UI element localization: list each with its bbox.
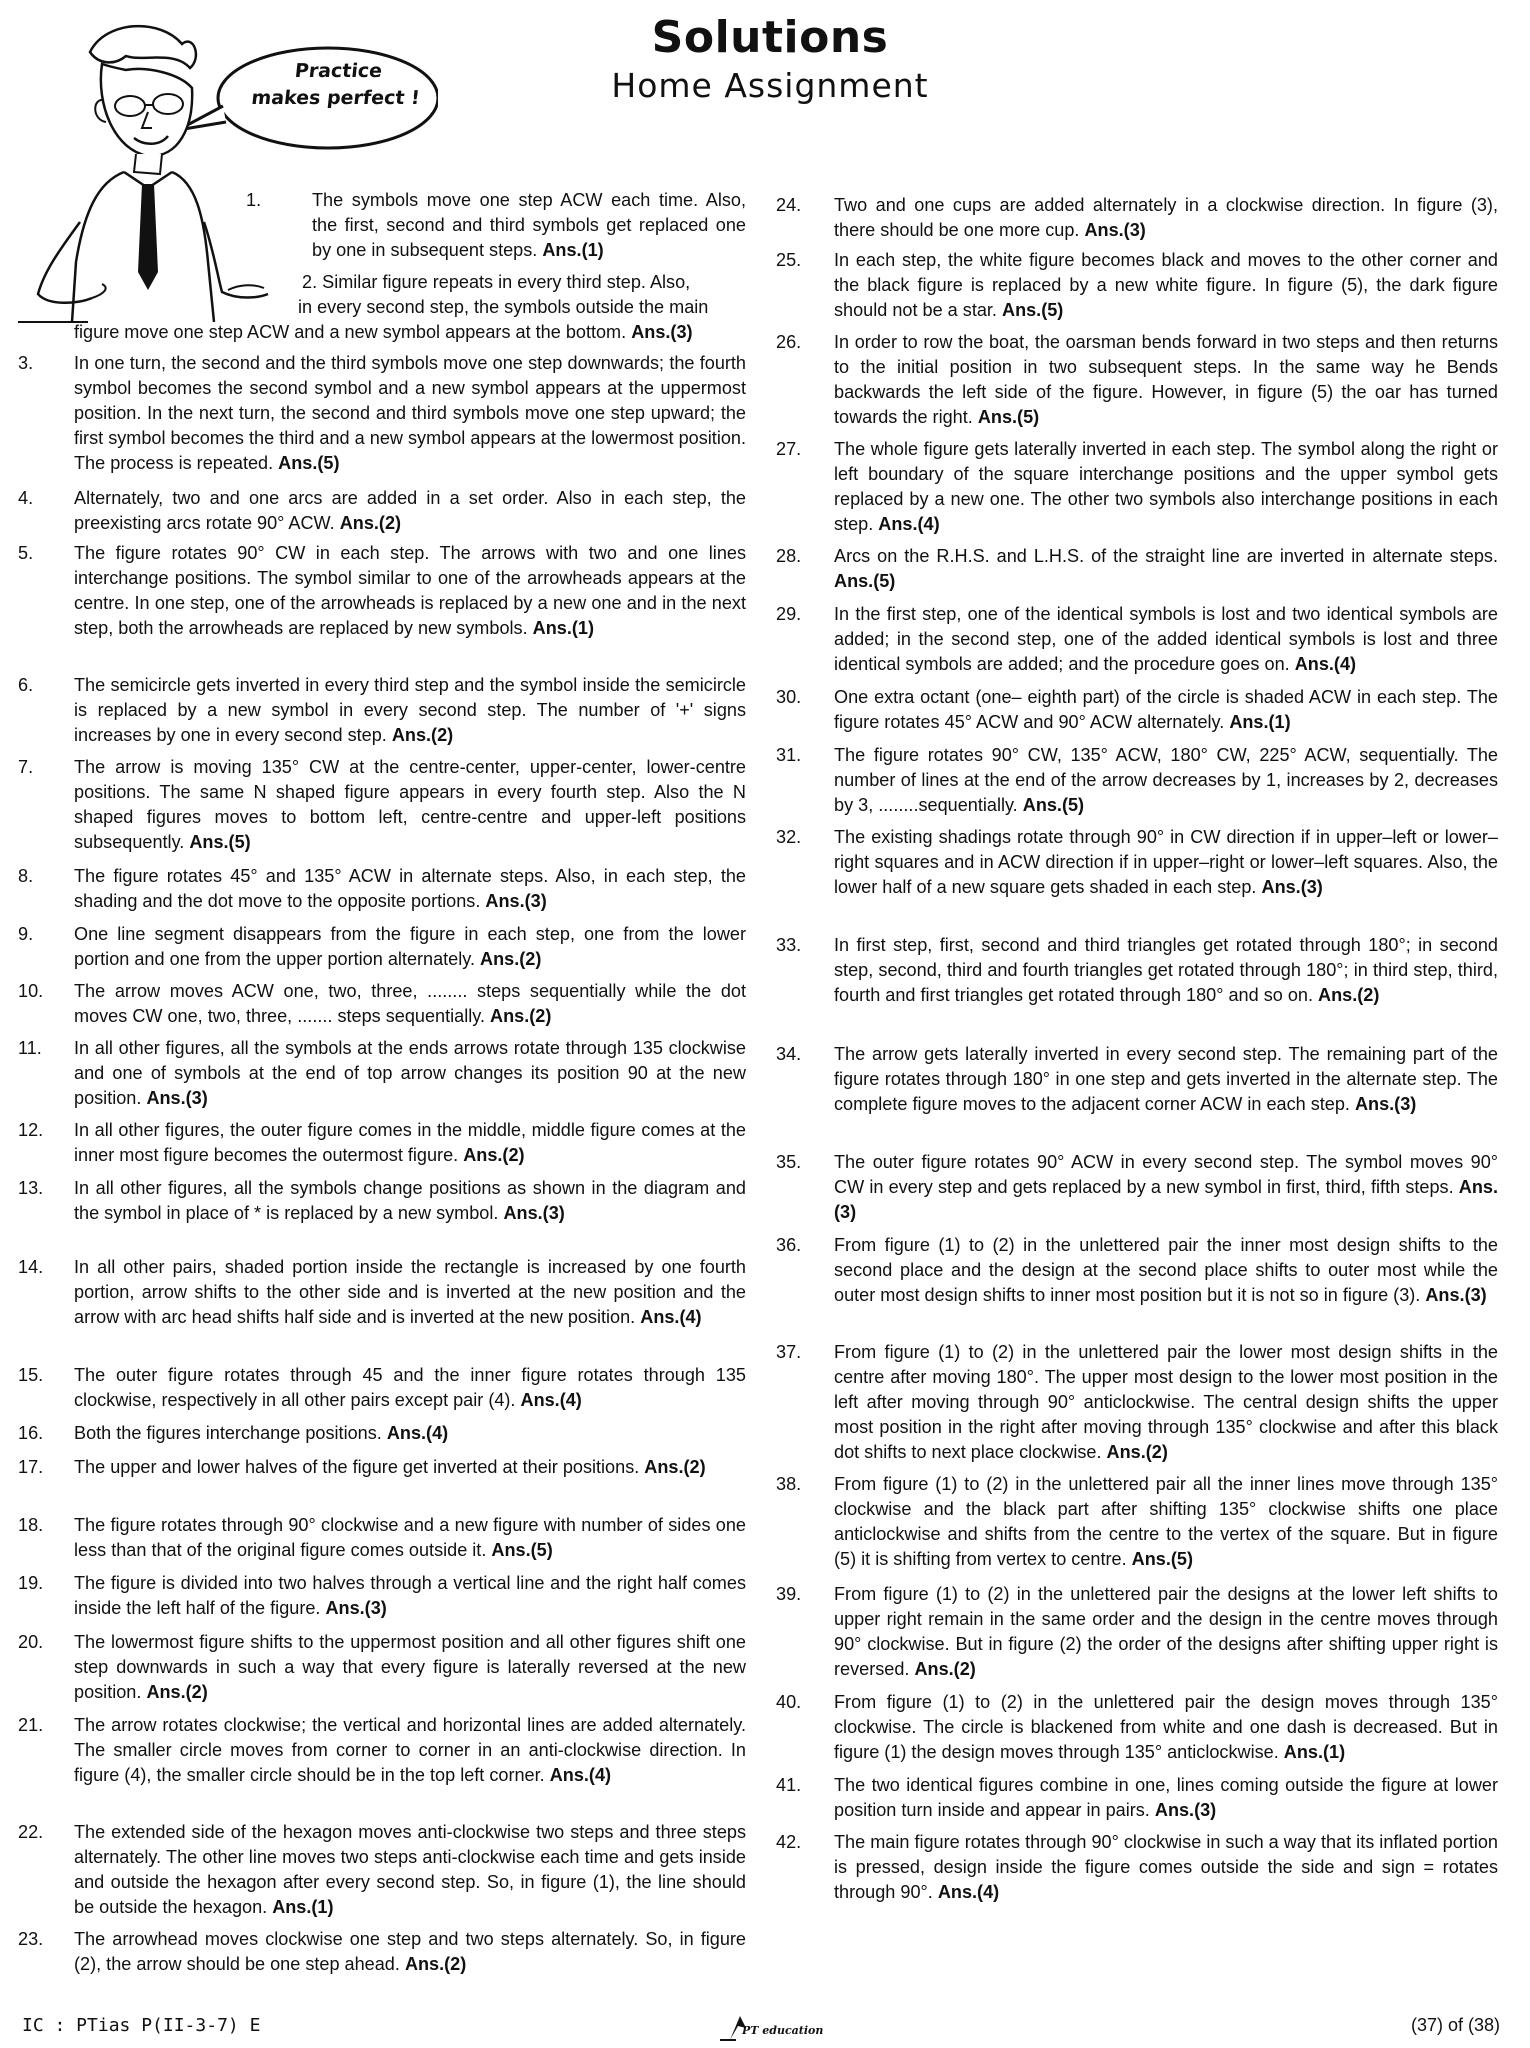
solution-item-39: 39. From figure (1) to (2) in the unlettered pair the designs at the lower left shifts to upper right remain in the same order and the design in the centre moves through 90° clockwise. But in figure (2) the order of the designs after shifting upper right is reversed. Ans.(2) — [776, 1582, 1498, 1682]
answer: Ans.(5) — [1131, 1549, 1193, 1569]
answer: Ans.(4) — [640, 1307, 702, 1327]
answer: Ans.(3) — [1354, 1094, 1417, 1114]
item-text: In all other figures, all the symbols at the ends arrows rotate through 135 clockwise and one of symbols at the end of top arrow changes its position 90 at the new position. Ans.(3) — [74, 1038, 746, 1108]
answer: Ans.(4) — [520, 1390, 582, 1410]
item-text: The figure rotates 90° CW in each step. The arrows with two and one lines interchange positions. The symbol similar to one of the arrowheads appears at the centre. In one step, one of the arrowheads is replaced by a new one and in the next step, both the arrowheads are replaced by new symbols. Ans.(1) — [74, 543, 746, 638]
item-text: The upper and lower halves of the figure get inverted at their positions. Ans.(2) — [74, 1457, 706, 1477]
item-text: The two identical figures combine in one, lines coming outside the figure at lower position turn inside and appear in pairs. Ans.(3) — [834, 1775, 1498, 1820]
answer: Ans.(2) — [480, 949, 542, 969]
answer: Ans.(5) — [491, 1540, 553, 1560]
answer: Ans.(2) — [146, 1682, 208, 1702]
item-text: The figure rotates 90° CW, 135° ACW, 180° CW, 225° ACW, sequentially. The number of lines at the end of the arrow decreases by 1, increases by 2, decreases by 3, ........sequentially. Ans.(5) — [834, 745, 1498, 815]
item-text: The lowermost figure shifts to the uppermost position and all other figures shift one step downwards in such a way that every figure is laterally reversed at the new position. Ans.(2) — [74, 1632, 746, 1702]
page-subtitle: Home Assignment — [611, 66, 929, 105]
item-text-lead2: in every second step, the symbols outside the main — [298, 297, 709, 317]
solution-item-34: 34. The arrow gets laterally inverted in every second step. The remaining part of the figure rotates through 180° in one step and gets inverted in the alternate step. The complete figure moves to the adjacent corner ACW in each step. Ans.(3) — [776, 1042, 1498, 1117]
answer: Ans.(4) — [937, 1882, 1000, 1902]
solution-item-27: 27. The whole figure gets laterally inverted in each step. The symbol along the right or left boundary of the square interchange positions and the upper symbol gets replaced by a new one. The other two symbols also interchange positions in each step. Ans.(4) — [776, 437, 1498, 537]
item-text: In all other figures, all the symbols change positions as shown in the diagram and the symbol in place of * is replaced by a new symbol. Ans.(3) — [74, 1178, 746, 1223]
item-text: The arrow gets laterally inverted in every second step. The remaining part of the figure rotates through 180° in one step and gets inverted in the alternate step. The complete figure moves to the adjacent corner ACW in each step. Ans.(3) — [834, 1044, 1498, 1114]
solution-item-6: 6. The semicircle gets inverted in every third step and the symbol inside the semicircle is replaced by a new symbol in every second step. The number of '+' signs increases by one in every second step. Ans.(2) — [18, 673, 746, 748]
solution-item-41: 41. The two identical figures combine in one, lines coming outside the figure at lower position turn inside and appear in pairs. Ans.(3) — [776, 1773, 1498, 1823]
answer: Ans.(5) — [834, 571, 896, 591]
item-number: 2. — [302, 272, 318, 292]
answer: Ans.(1) — [1283, 1742, 1346, 1762]
solution-item-15: 15. The outer figure rotates through 45 and the inner figure rotates through 135 clockwise, respectively in all other pairs except pair (4). Ans.(4) — [18, 1363, 746, 1413]
solution-item-30: 30. One extra octant (one– eighth part) of the circle is shaded ACW in each step. The figure rotates 45° ACW and 90° ACW alternately. Ans.(1) — [776, 685, 1498, 735]
solution-item-17: 17. The upper and lower halves of the figure get inverted at their positions. Ans.(2) — [18, 1455, 746, 1480]
solution-item-22: 22. The extended side of the hexagon moves anti-clockwise two steps and three steps alternately. The other line moves two steps anti-clockwise each time and gets inside and outside the hexagon after every second step. So, in figure (1), the line should be outside the hexagon. Ans.(1) — [18, 1820, 746, 1920]
page-title: Solutions — [651, 12, 889, 63]
answer: Ans.(2) — [339, 513, 402, 533]
item-text: The whole figure gets laterally inverted in each step. The symbol along the right or left boundary of the square interchange positions and the upper symbol gets replaced by a new one. The other two symbols also interchange positions in each step. Ans.(4) — [834, 439, 1498, 534]
item-text: The figure rotates 45° and 135° ACW in alternate steps. Also, in each step, the shading and the dot move to the opposite portions. Ans.(3) — [74, 866, 746, 911]
item-text: In all other figures, the outer figure comes in the middle, middle figure comes at the inner most figure becomes the outermost figure. Ans.(2) — [74, 1120, 746, 1165]
solution-item-11: 11. In all other figures, all the symbols at the ends arrows rotate through 135 clockwise and one of symbols at the end of top arrow changes its position 90 at the new position. Ans.(3) — [18, 1036, 746, 1111]
item-text: The arrowhead moves clockwise one step and two steps alternately. So, in figure (2), the arrow should be one step ahead. Ans.(2) — [74, 1929, 746, 1974]
item-text: In order to row the boat, the oarsman bends forward in two steps and then returns to the initial position in two subsequent steps. In the same way he Bends backwards the left side of the figure. However, in figure (5) the oar has turned towards the right. Ans.(5) — [834, 332, 1498, 427]
answer: Ans.(4) — [549, 1765, 612, 1785]
solution-item-23: 23. The arrowhead moves clockwise one step and two steps alternately. So, in figure (2), the arrow should be one step ahead. Ans.(2) — [18, 1927, 746, 1977]
answer: Ans.(5) — [1022, 795, 1085, 815]
solution-item-35: 35. The outer figure rotates 90° ACW in every second step. The symbol moves 90° CW in every step and gets replaced by a new symbol in first, third, fifth steps. Ans.(3) — [776, 1150, 1498, 1225]
solution-item-24: 24. Two and one cups are added alternately in a clockwise direction. In figure (3), there should be one more cup. Ans.(3) — [776, 193, 1498, 243]
solution-item-36: 36. From figure (1) to (2) in the unlettered pair the inner most design shifts to the second place and the design at the second place shifts to outer most while the outer most design shifts to inner most position but it is not so in figure (3). Ans.(3) — [776, 1233, 1498, 1308]
answer: Ans.(3) — [503, 1203, 565, 1223]
answer: Ans.(3) — [485, 891, 547, 911]
answer: Ans.(4) — [1294, 654, 1357, 674]
item-text: The outer figure rotates 90° ACW in every second step. The symbol moves 90° CW in every step and gets replaced by a new symbol in first, third, fifth steps. Ans.(3) — [834, 1152, 1498, 1222]
item-text: The figure rotates through 90° clockwise and a new figure with number of sides one less than that of the original figure comes outside it. Ans.(5) — [74, 1515, 746, 1560]
item-text: Arcs on the R.H.S. and L.H.S. of the straight line are inverted in alternate steps. Ans.(5) — [834, 546, 1498, 591]
solution-item-20: 20. The lowermost figure shifts to the uppermost position and all other figures shift one step downwards in such a way that every figure is laterally reversed at the new position. Ans.(2) — [18, 1630, 746, 1705]
item-text: In all other pairs, shaded portion inside the rectangle is increased by one fourth portion, arrow shifts to the other side and is inverted at the new position and the arrow with arc head shifts half side and is inverted at the new position. Ans.(4) — [74, 1257, 746, 1327]
solution-item-7: 7. The arrow is moving 135° CW at the centre-center, upper-center, lower-centre positions. The same N shaped figure appears in every fourth step. Also the N shaped figures moves to bottom left, centre-centre and upper-left positions subsequently. Ans.(5) — [18, 755, 746, 855]
solution-item-18: 18. The figure rotates through 90° clockwise and a new figure with number of sides one less than that of the original figure comes outside it. Ans.(5) — [18, 1513, 746, 1563]
solution-item-16: 16. Both the figures interchange positions. Ans.(4) — [18, 1421, 746, 1446]
item-text: One line segment disappears from the figure in each step, one from the lower portion and one from the upper portion alternately. Ans.(2) — [74, 924, 746, 969]
item-text: The outer figure rotates through 45 and the inner figure rotates through 135 clockwise, respectively in all other pairs except pair (4). Ans.(4) — [74, 1365, 746, 1410]
answer: Ans.(1) — [1229, 712, 1291, 732]
answer: Ans.(3) — [1154, 1800, 1217, 1820]
bubble-line-1: Practice — [293, 60, 384, 82]
item-text: The semicircle gets inverted in every third step and the symbol inside the semicircle is replaced by a new symbol in every second step. The number of '+' signs increases by one in every second step. Ans.(2) — [74, 675, 746, 745]
answer: Ans.(1) — [272, 1897, 334, 1917]
item-text: Alternately, two and one arcs are added in a set order. Also in each step, the preexisting arcs rotate 90° ACW. Ans.(2) — [74, 488, 746, 533]
publisher-logo-text: PT education — [742, 2024, 824, 2037]
item-text: One extra octant (one– eighth part) of the circle is shaded ACW in each step. The figure rotates 45° ACW and 90° ACW alternately. Ans.(1) — [834, 687, 1498, 732]
solution-item-2 — [74, 270, 746, 345]
item-text: The arrow moves ACW one, two, three, ........ steps sequentially while the dot moves CW one, two, three, ....... steps sequentially. Ans.(2) — [74, 981, 746, 1026]
item-text: In the first step, one of the identical symbols is lost and two identical symbols are added; in the second step, one of the added identical symbols is lost and three identical symbols are added; and the procedure goes on. Ans.(4) — [834, 604, 1498, 674]
solution-item-1 — [246, 188, 746, 263]
answer: Ans.(2) — [490, 1006, 552, 1026]
solution-item-40: 40. From figure (1) to (2) in the unlettered pair the design moves through 135° clockwise. The circle is blackened from white and one dash is decreased. But in figure (1) the design moves through 135° anticlockwise. Ans.(1) — [776, 1690, 1498, 1765]
solution-item-31: 31. The figure rotates 90° CW, 135° ACW, 180° CW, 225° ACW, sequentially. The number of lines at the end of the arrow decreases by 1, increases by 2, decreases by 3, ........sequentially. Ans.(5) — [776, 743, 1498, 818]
answer: Ans.(5) — [189, 832, 251, 852]
solution-item-10: 10. The arrow moves ACW one, two, three, ........ steps sequentially while the dot moves CW one, two, three, ....... steps sequentially. Ans.(2) — [18, 979, 746, 1029]
item-text: The figure is divided into two halves through a vertical line and the right half comes inside the left half of the figure. Ans.(3) — [74, 1573, 746, 1618]
item-text: From figure (1) to (2) in the unlettered pair the design moves through 135° clockwise. The circle is blackened from white and one dash is decreased. But in figure (1) the design moves through 135° anticlockwise. Ans.(1) — [834, 1692, 1498, 1762]
answer: Ans.(2) — [644, 1457, 706, 1477]
solution-item-29: 29. In the first step, one of the identical symbols is lost and two identical symbols are added; in the second step, one of the added identical symbols is lost and three identical symbols are added; and the procedure goes on. Ans.(4) — [776, 602, 1498, 677]
item-text: From figure (1) to (2) in the unlettered pair the lower most design shifts in the centre after moving 180°. The upper most design to the lower most position in the left after moving through 90° anticlockwise. The central design shifts the upper most position in the right after moving through 135° clockwise and after this black dot shifts to next place clockwise. Ans.(2) — [834, 1342, 1498, 1462]
solution-item-19: 19. The figure is divided into two halves through a vertical line and the right half comes inside the left half of the figure. Ans.(3) — [18, 1571, 746, 1621]
solution-item-42: 42. The main figure rotates through 90° clockwise in such a way that its inflated portion is pressed, design inside the figure comes outside the side and sign = rotates through 90°. Ans.(4) — [776, 1830, 1498, 1905]
answer: Ans.(5) — [1002, 300, 1064, 320]
item-text: Both the figures interchange positions. Ans.(4) — [74, 1423, 449, 1443]
item-text: The extended side of the hexagon moves anti-clockwise two steps and three steps alternately. The other line moves two steps anti-clockwise each time and gets inside and outside the hexagon after every second step. So, in figure (1), the line should be outside the hexagon. Ans.(1) — [74, 1822, 746, 1917]
answer: Ans.(2) — [391, 725, 454, 745]
solution-item-28: 28. Arcs on the R.H.S. and L.H.S. of the straight line are inverted in alternate steps. Ans.(5) — [776, 544, 1498, 594]
item-text: The arrow rotates clockwise; the vertical and horizontal lines are added alternately. The smaller circle moves from corner to corner in an anti-clockwise direction. In figure (4), the smaller circle should be in the top left corner. Ans.(4) — [74, 1715, 746, 1785]
item-text: In first step, first, second and third triangles get rotated through 180°; in second step, second, third and fourth triangles get rotated through 180°; in third step, third, fourth and first triangles get rotated through 180° and so on. Ans.(2) — [834, 935, 1498, 1005]
solution-item-38: 38. From figure (1) to (2) in the unlettered pair all the inner lines move through 135° clockwise and the black part after shifting 135° clockwise shifts one place anticlockwise and shifts from the centre to the vertex of the square. But in figure (5) it is shifting from vertex to centre. Ans.(5) — [776, 1472, 1498, 1572]
answer: Ans.(2) — [463, 1145, 525, 1165]
answer: Ans.(3) — [1084, 220, 1146, 240]
solution-item-8: 8. The figure rotates 45° and 135° ACW in alternate steps. Also, in each step, the shading and the dot move to the opposite portions. Ans.(3) — [18, 864, 746, 914]
item-text-lead1: Similar figure repeats in every third step. Also, — [322, 272, 691, 292]
answer: Ans.(2) — [1318, 985, 1380, 1005]
answer: Ans.(3) — [834, 1177, 1498, 1222]
answer: Ans.(3) — [325, 1598, 387, 1618]
solution-item-33: 33. In first step, first, second and third triangles get rotated through 180°; in second step, second, third and fourth triangles get rotated through 180°; in third step, third, fourth and first triangles get rotated through 180° and so on. Ans.(2) — [776, 933, 1498, 1008]
answer: Ans.(4) — [386, 1423, 449, 1443]
solution-item-9: 9. One line segment disappears from the figure in each step, one from the lower portion and one from the upper portion alternately. Ans.(2) — [18, 922, 746, 972]
page-number: (37) of (38) — [1410, 2015, 1500, 2035]
item-text: From figure (1) to (2) in the unlettered pair the designs at the lower left shifts to upper right remain in the same order and the design in the centre moves through 90° clockwise. But in figure (2) the order of the designs after shifting upper right is reversed. Ans.(2) — [834, 1584, 1498, 1679]
item-number: 1. — [246, 190, 262, 210]
answer: Ans.(1) — [532, 618, 594, 638]
solution-item-32: 32. The existing shadings rotate through 90° in CW direction if in upper–left or lower–right squares and in ACW direction if in upper–right or lower–left squares. Also, the lower half of a new square gets shaded in each step. Ans.(3) — [776, 825, 1498, 900]
answer: Ans.(2) — [404, 1954, 467, 1974]
item-text: From figure (1) to (2) in the unlettered pair all the inner lines move through 135° clockwise and the black part after shifting 135° clockwise shifts one place anticlockwise and shifts from the centre to the vertex of the square. But in figure (5) it is shifting from vertex to centre. Ans.(5) — [834, 1474, 1498, 1569]
solution-item-4: 4. Alternately, two and one arcs are added in a set order. Also in each step, the preexisting arcs rotate 90° ACW. Ans.(2) — [18, 486, 746, 536]
bubble-line-2: makes perfect ! — [250, 87, 421, 109]
speech-bubble-text — [239, 58, 435, 112]
item-text: The main figure rotates through 90° clockwise in such a way that its inflated portion is pressed, design inside the figure comes outside the side and sign = rotates through 90°. Ans.(4) — [834, 1832, 1498, 1902]
solution-item-37: 37. From figure (1) to (2) in the unlettered pair the lower most design shifts in the centre after moving 180°. The upper most design to the lower most position in the left after moving through 90° anticlockwise. The central design shifts the upper most position in the right after moving through 135° clockwise and after this black dot shifts to next place clockwise. Ans.(2) — [776, 1340, 1498, 1465]
answer: Ans.(5) — [977, 407, 1040, 427]
answer: Ans.(5) — [278, 453, 340, 473]
answer: Ans.(3) — [631, 322, 693, 342]
solution-item-25: 25. In each step, the white figure becomes black and moves to the other corner and the black figure is replaced by a new white figure. In figure (5), the dark figure should not be a star. Ans.(5) — [776, 248, 1498, 323]
answer: Ans.(3) — [146, 1088, 208, 1108]
solution-item-21: 21. The arrow rotates clockwise; the vertical and horizontal lines are added alternately. The smaller circle moves from corner to corner in an anti-clockwise direction. In figure (4), the smaller circle should be in the top left corner. Ans.(4) — [18, 1713, 746, 1788]
solution-item-13: 13. In all other figures, all the symbols change positions as shown in the diagram and the symbol in place of * is replaced by a new symbol. Ans.(3) — [18, 1176, 746, 1226]
footer-code: IC : PTias P(II-3-7) E — [22, 2015, 261, 2036]
item-text: In one turn, the second and the third symbols move one step downwards; the fourth symbol becomes the second symbol and a new symbol appears at the uppermost position. In the next turn, the second and third symbols move one step upward; the first symbol becomes the third and a new symbol appears at the lowermost position. The process is repeated. Ans.(5) — [74, 353, 746, 473]
solution-item-12: 12. In all other figures, the outer figure comes in the middle, middle figure comes at the inner most figure becomes the outermost figure. Ans.(2) — [18, 1118, 746, 1168]
solution-item-14: 14. In all other pairs, shaded portion inside the rectangle is increased by one fourth portion, arrow shifts to the other side and is inverted at the new position and the arrow with arc head shifts half side and is inverted at the new position. Ans.(4) — [18, 1255, 746, 1330]
item-text: The symbols move one step ACW each time. Also, the first, second and third symbols get replaced one by one in subsequent steps. Ans.(1) — [312, 190, 746, 260]
answer: Ans.(1) — [542, 240, 604, 260]
solution-item-5: 5. The figure rotates 90° CW in each step. The arrows with two and one lines interchange positions. The symbol similar to one of the arrowheads appears at the centre. In one step, one of the arrowheads is replaced by a new one and in the next step, both the arrowheads are replaced by new symbols. Ans.(1) — [18, 541, 746, 641]
item-text: From figure (1) to (2) in the unlettered pair the inner most design shifts to the second place and the design at the second place shifts to outer most while the outer most design shifts to inner most position but it is not so in figure (3). Ans.(3) — [834, 1235, 1498, 1305]
answer: Ans.(2) — [1106, 1442, 1168, 1462]
answer: Ans.(3) — [1261, 877, 1323, 897]
solution-item-3: 3. In one turn, the second and the third symbols move one step downwards; the fourth symbol becomes the second symbol and a new symbol appears at the uppermost position. In the next turn, the second and third symbols move one step upward; the first symbol becomes the third and a new symbol appears at the lowermost position. The process is repeated. Ans.(5) — [18, 351, 746, 476]
item-text: In each step, the white figure becomes black and moves to the other corner and the black figure is replaced by a new white figure. In figure (5), the dark figure should not be a star. Ans.(5) — [834, 250, 1498, 320]
item-text: Two and one cups are added alternately in a clockwise direction. In figure (3), there should be one more cup. Ans.(3) — [834, 195, 1498, 240]
answer: Ans.(2) — [914, 1659, 976, 1679]
answer: Ans.(4) — [878, 514, 940, 534]
item-text: figure move one step ACW and a new symbol appears at the bottom. — [74, 322, 627, 342]
answer: Ans.(3) — [1425, 1285, 1487, 1305]
item-text: The existing shadings rotate through 90° in CW direction if in upper–left or lower–right squares and in ACW direction if in upper–right or lower–left squares. Also, the lower half of a new square gets shaded in each step. Ans.(3) — [834, 827, 1498, 897]
item-text: The arrow is moving 135° CW at the centre-center, upper-center, lower-centre positions. The same N shaped figure appears in every fourth step. Also the N shaped figures moves to bottom left, centre-centre and upper-left positions subsequently. Ans.(5) — [74, 757, 746, 852]
solution-item-26: 26. In order to row the boat, the oarsman bends forward in two steps and then returns to the initial position in two subsequent steps. In the same way he Bends backwards the left side of the figure. However, in figure (5) the oar has turned towards the right. Ans.(5) — [776, 330, 1498, 430]
